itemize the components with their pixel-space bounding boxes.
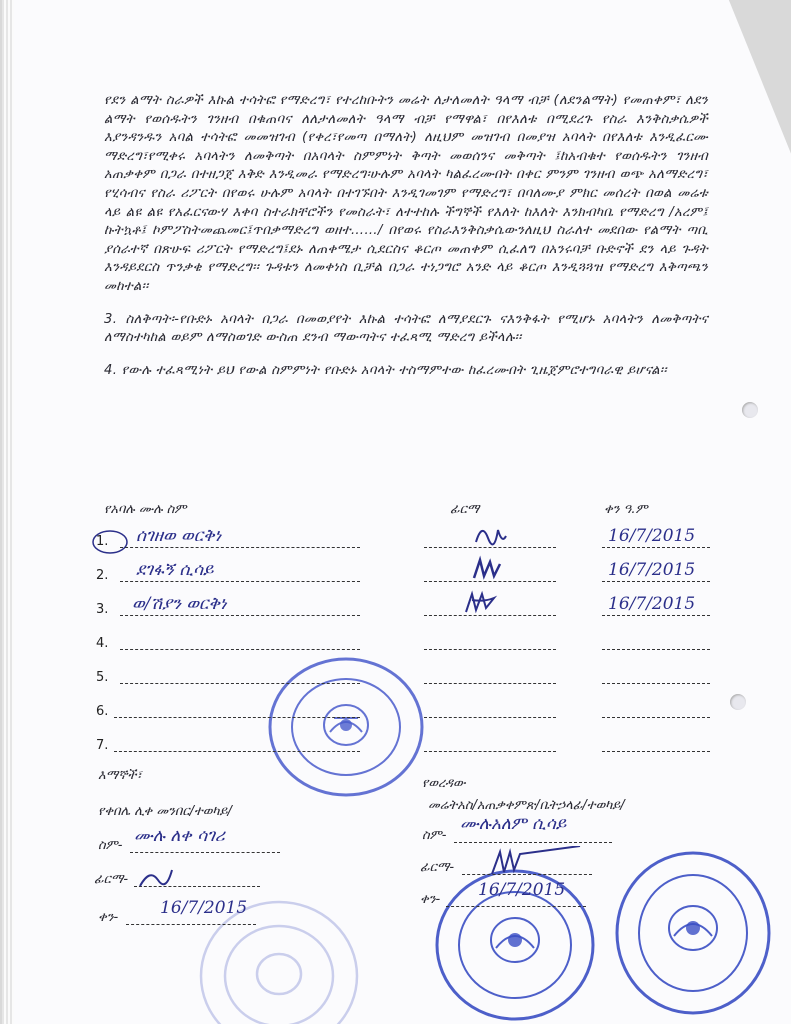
- kebele-chair-role: የቀበሌ ሊቀ መንበር/ተወካይ/: [98, 804, 232, 819]
- validity-clause: 4. የውሉ ተፈጻሚነት ይህ የውል ስምምነት የቡድኑ አባላት ተስማምተው ከፈረሙበት ጊዜጀምሮተግባራዊ ይሆናል፡፡: [104, 362, 667, 378]
- member-name: ሰገዘወ ወርቅነ: [136, 526, 222, 546]
- name-line: [120, 547, 360, 548]
- row-1-number-circle: [90, 528, 130, 556]
- name-line: [120, 683, 360, 684]
- member-row-7: [96, 734, 716, 756]
- woreda-seal: [610, 848, 776, 1018]
- member-signature: [460, 588, 504, 618]
- date-line: [602, 581, 710, 582]
- member-date: 16/7/2015: [608, 560, 696, 580]
- organizer-signature: [488, 846, 584, 878]
- name-line: [120, 615, 360, 616]
- header-date: ቀን ዓ.ም: [604, 502, 648, 517]
- row-number: 7.: [96, 738, 109, 753]
- member-signature: [470, 520, 510, 550]
- date-line: [602, 751, 710, 752]
- member-row-3: [96, 594, 716, 620]
- witness-name-label: ስም-: [98, 838, 123, 853]
- date-line: [602, 615, 710, 616]
- member-row-1: [96, 526, 716, 552]
- member-row-5: [96, 666, 716, 688]
- agreement-body: [104, 92, 708, 394]
- header-member-name: የአባሉ ሙሉ ስም: [104, 502, 187, 517]
- signature-line: [424, 751, 556, 752]
- organizer-name-label: ስም-: [422, 828, 447, 843]
- member-row-6: [96, 700, 716, 722]
- obligations-paragraph: የደን ልማት ስራዎች እኩል ተሳትፎ የማድረግ፣ የተረከቡትን መሬት ለታለመለት ዓላማ ብቻ (ለደንልማት) የመጠቀም፣ ለደን ልማት የወሰዱትን ገንዘብ በቁጠባና ለለታለመለት ዓላማ ብቻ የማዋል፣ በየእለቱ በሚደረጉ የስራ እንቅስቃሴዎች እያንዳንዱን አባል ተሳትፎ መመዝገብ (የቀረ፣የመጣ በማለት) ለዚህም መዝገብ በመያዝ አባላት በየእለቱ እንዲፈርሙ ማድረግ፣የሚቀሩ አባላትን ለመቅጣት በአባላት ስምምነት ቅጣት መወሰንና መቅጣት ፤ከአብቁተ የወሰዱትን ገንዘብ አጠቃቀም በጋራ በተዘጋጀ እቅድ እንዲመራ የማድረግ፡ሁሉም አባላት ካልፈረሙበት በቀር ምንም ገንዘብ ወጭ አለማድረግ፣ የሂሳብና የስራ ሪፖርት በየወሩ ሁሉም አባላት በተገኙበት እንዲገመገም የማድረግ፣ በባለሙያ ምክር መሰረት በወል መሬቱ ላይ ልዩ ልዩ የአፈርናውሃ እቀባ ስተራክቸሮችን የመስራት፣ ለተተከሉ ችግኞች የእለት ከእለት እንክብካቤ የማድረግ /አረም፤ ኩትኳቶ፤ ኮምፖስትመጨመር፤ጥበቃማድረግ ወዘተ……/ በየወሩ የስራእንቅስቃሴውንለዚህ ስራለተ መደበው የልማት ጣቢ ያሰራተኛ በጽሁፍ ሪፖርት የማድረግ፤ደኑ ለጠቀሜታ ሲደርስና ቆርጦ መጠቀም ሲፈለግ በአንሩባቻ ቡድኖች ደን ላይ ጉዳት እንዳይደርስ ጥንቃቄ የማድረግ፡፡ ጉዳቱን ለመቀነስ ቢቻል በጋራ ተነጋግሮ አንድ ላይ ቆርጦ እንዲጓጓዝ የማድረግ እቅጣጫን መከተል፡፡: [104, 93, 708, 294]
- member-name: ወ/ሽያን ወርቅነ: [132, 594, 227, 614]
- row-number: 2.: [96, 568, 109, 583]
- name-line: [120, 581, 360, 582]
- row-number: 4.: [96, 636, 109, 651]
- header-signature: ፊርማ: [450, 502, 480, 517]
- row-number: 6.: [96, 704, 109, 719]
- stacked-page-edges: [2, 0, 16, 1024]
- organizer-date: 16/7/2015: [478, 880, 566, 900]
- signature-line: [424, 717, 556, 718]
- organizer-role: መሬትአስ/አጠቃቀምጽ/ቤትኃላፊ/ተወካይ/: [428, 798, 625, 813]
- signature-line: [424, 683, 556, 684]
- member-date: 16/7/2015: [608, 594, 696, 614]
- organizer-name: ሙሉአለም ሲሳይ: [460, 814, 567, 834]
- member-name: ደገፋኝ ሲሳይ: [136, 560, 214, 580]
- member-date: 16/7/2015: [608, 526, 696, 546]
- penalty-clause: 3. ስለቅጣት፡-የቡድኑ አባላት በጋራ በመወያየት እኩል ተሳትፎ ለማያደርጉ ናእንቅፋት የሚሆኑ አባላትን ለመቅጣትና ለማስተካከል ወይም ለማስወገድ ውስጠ ደንብ ማውጣትና ተፈጻሚ ማድረግ ይችላሉ፡፡: [104, 311, 708, 346]
- row-number: 3.: [96, 602, 109, 617]
- row-number: 5.: [96, 670, 109, 685]
- witness-date: 16/7/2015: [160, 898, 248, 918]
- witness-name: ሙሉ ለቀ ሳገሪ: [134, 826, 225, 846]
- organizer-title: የወረዳው: [422, 776, 466, 791]
- date-line: [602, 547, 710, 548]
- organizer-sign-label: ፊርማ-: [420, 860, 455, 875]
- member-row-4: [96, 632, 716, 654]
- member-row-2: [96, 560, 716, 586]
- witness-signature: [136, 866, 176, 892]
- witness-date-label: ቀን-: [98, 910, 119, 925]
- name-line: [120, 649, 360, 650]
- name-line: [114, 751, 360, 752]
- row-number: 1.: [96, 534, 109, 549]
- punch-hole-bottom: [730, 694, 746, 710]
- witness-sign-label: ፊርማ-: [94, 872, 129, 887]
- organizer-date-label: ቀን-: [420, 892, 441, 907]
- member-signature: [466, 554, 506, 584]
- date-line: [602, 649, 710, 650]
- punch-hole-top: [742, 402, 758, 418]
- date-line: [602, 717, 710, 718]
- signature-line: [424, 649, 556, 650]
- name-line: [114, 717, 360, 718]
- date-line: [602, 683, 710, 684]
- witness-title: እማኞች፣: [98, 768, 142, 783]
